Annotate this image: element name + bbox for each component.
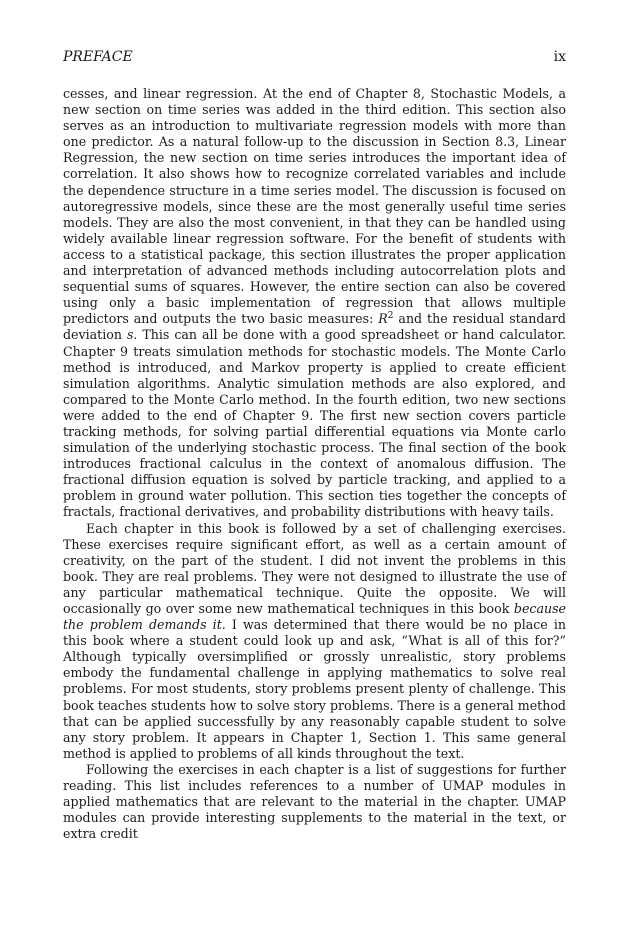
paragraph-1	[63, 86, 566, 521]
r-squared-exponent: 2	[387, 311, 394, 322]
paragraph-2-emphasis: because the problem demands it	[63, 601, 566, 633]
paragraph-2-text-a: Each chapter in this book is followed by a set of challenging exercises. These exercises require significant effort, as well as a certain amount of creativity, on the part of the student. I did not invent the problems in this book. They are real problems. They were not designed to illustrate the use of any particular mathematical technique. Quite the opposite. We will occasionally go over some new mathematical techniques in this book	[63, 520, 566, 616]
paragraph-2-text-b: . I was determined that there would be no place in this book where a student could look up and ask, “What is all of this for?” Although typically oversimplified or grossly unrealistic, story problems embody the fundamental challenge in applying mathematics to solve real problems. For most students, story problems present plenty of challenge. This book teaches students how to solve story problems. There is a general method that can be applied successfully by any reasonably capable student to solve any story problem. It appears in Chapter 1, Section 1. This same general method is applied to problems of all kinds throughout the text.	[63, 617, 566, 761]
book-page	[63, 48, 566, 842]
body-text	[63, 86, 566, 842]
s-symbol: s	[126, 327, 134, 343]
running-head	[63, 48, 566, 66]
paragraph-1-text-b: and the residual standard deviation	[63, 311, 566, 343]
paragraph-3-text: Following the exercises in each chapter is a list of suggestions for further reading. This list includes references to a number of UMAP modules in applied mathematics that are relevant to the material in the chapter. UMAP modules can provide interesting supplements to the material in the text, or extra credit	[63, 761, 566, 842]
paragraph-1-text-a: cesses, and linear regression. At the end of Chapter 8, Stochastic Models, a new section on time series was added in the third edition. This section also serves as an introduction to multivariate regression models with more than one predictor. As a natural follow-up to the discussion in Section 8.3, Linear Regression, the new section on time series introduces the important idea of correlation. It also shows how to recognize correlated variables and include the dependence structure in a time series model. The discussion is focused on autoregressive models, since these are the most generally useful time series models. They are also the most convenient, in that they can be handled using widely available linear regression software. For the benefit of students with access to a statistical package, this section illustrates the proper application and interpretation of advanced methods including autocorrelation plots and sequential sums of squares. However, the entire section can also be covered using only a basic implementation of regression that allows multiple predictors and outputs the two basic measures:	[63, 86, 566, 327]
paragraph-3	[63, 762, 566, 842]
r-squared-symbol: R	[378, 311, 388, 327]
paragraph-2	[63, 521, 566, 762]
chapter-title: PREFACE	[63, 49, 133, 65]
paragraph-1-text-c: . This can all be done with a good spreadsheet or hand calculator. Chapter 9 treats simulation methods for stochastic models. The Monte Carlo method is introduced, and Markov property is applied to create efficient simulation algorithms. Analytic simulation methods are also explored, and compared to the Monte Carlo method. In the fourth edition, two new sections were added to the end of Chapter 9. The first new section covers particle tracking methods, for solving partial differential equations via Monte carlo simulation of the underlying stochastic process. The final section of the book introduces fractional calculus in the context of anomalous diffusion. The fractional diffusion equation is solved by particle tracking, and applied to a problem in ground water pollution. This section ties together the concepts of fractals, fractional derivatives, and probability distributions with heavy tails.	[63, 327, 566, 520]
page-number: ix	[553, 49, 566, 65]
